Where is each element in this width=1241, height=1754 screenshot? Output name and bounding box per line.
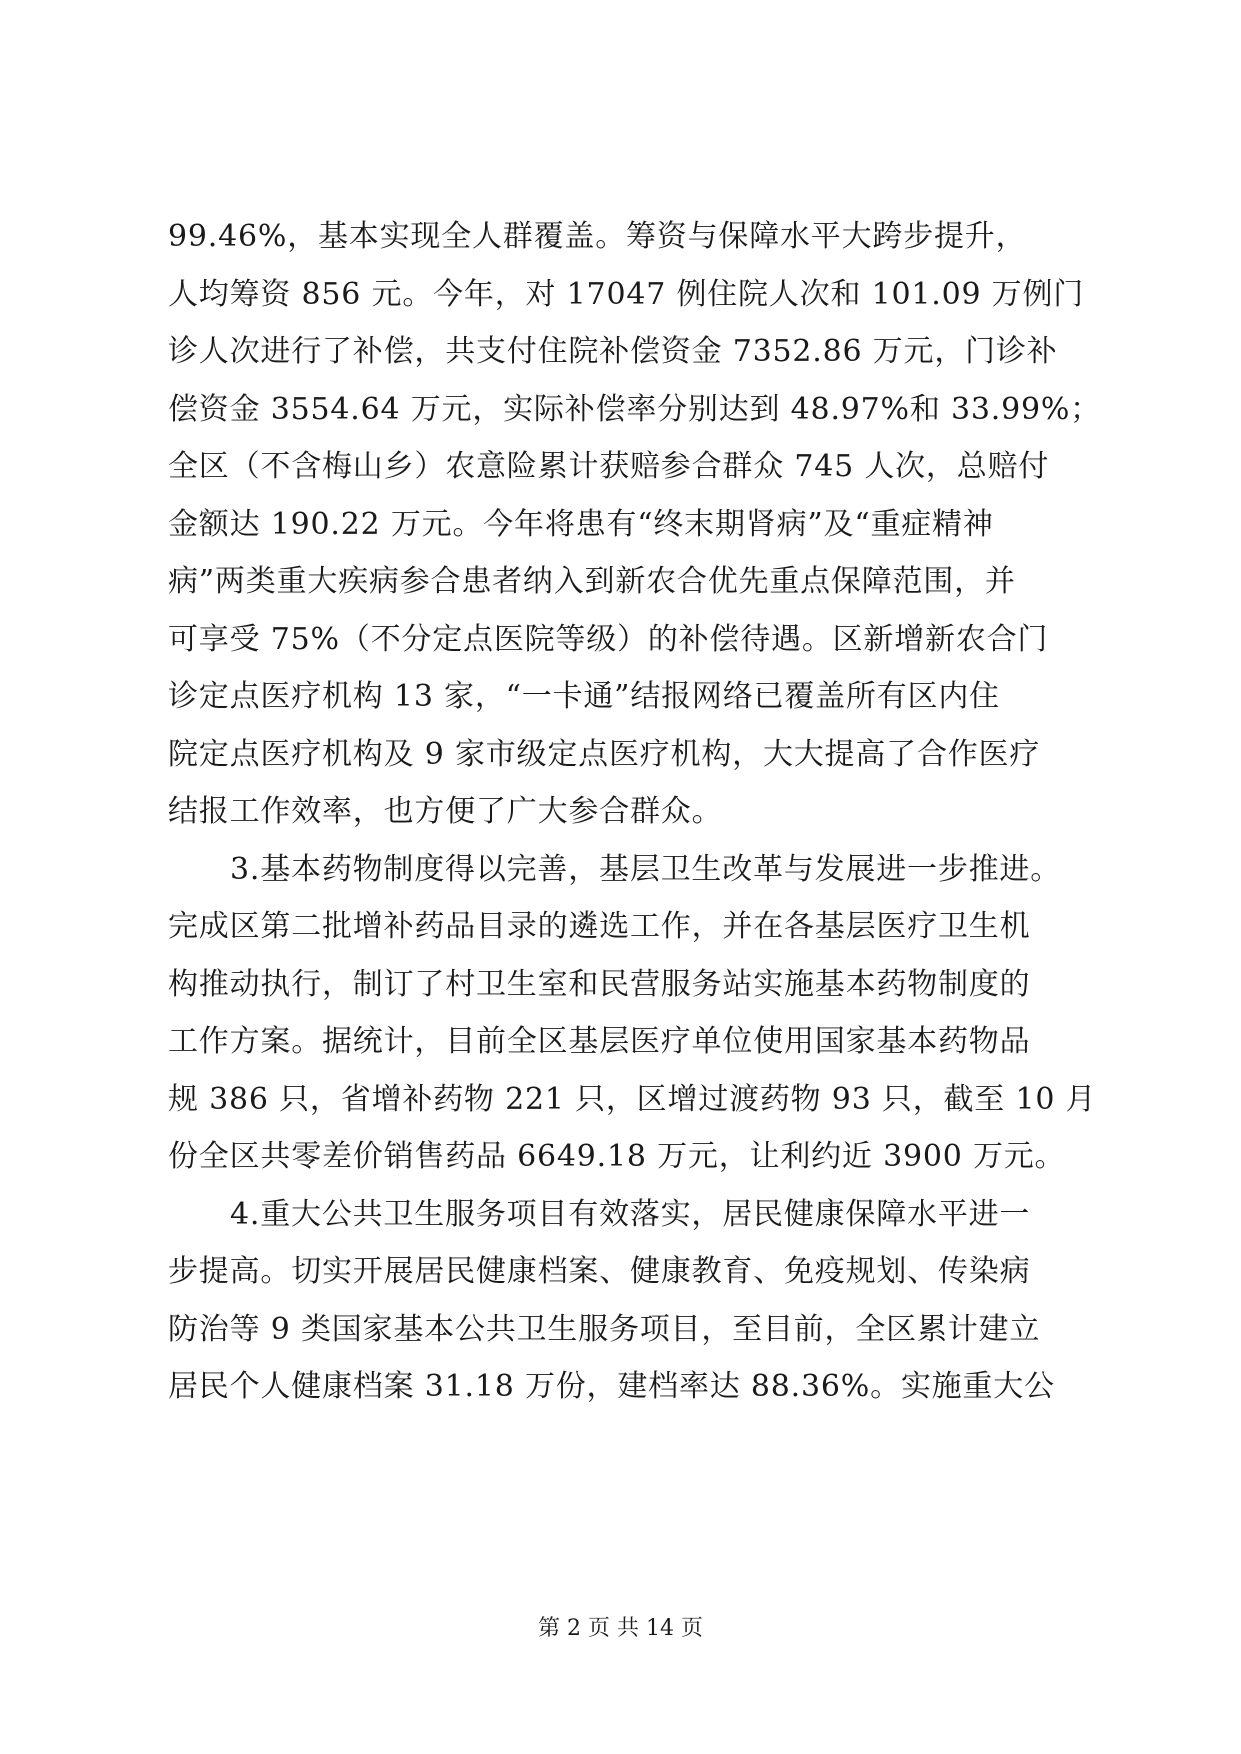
text-line: 完成区第二批增补药品目录的遴选工作，并在各基层医疗卫生机 — [168, 909, 1031, 944]
text-line: 99.46%，基本实现全人群覆盖。筹资与保障水平大跨步提升， — [168, 219, 1027, 254]
page-footer — [0, 1614, 1241, 1644]
text-line: 病”两类重大疾病参合患者纳入到新农合优先重点保障范围，并 — [168, 564, 1016, 599]
text-line: 规 386 只，省增补药物 221 只，区增过渡药物 93 只，截至 10 月 — [168, 1081, 1097, 1117]
text-line: 金额达 190.22 万元。今年将患有“终末期肾病”及“重症精神 — [168, 506, 994, 542]
text-line: 院定点医疗机构及 9 家市级定点医疗机构，大大提高了合作医疗 — [168, 736, 1041, 772]
text-line: 偿资金 3554.64 万元，实际补偿率分别达到 48.97%和 33.99%； — [168, 391, 1101, 427]
document-body — [168, 208, 1101, 1416]
text-line: 结报工作效率，也方便了广大参合群众。 — [168, 794, 723, 829]
section-heading-line: 3.基本药物制度得以完善，基层卫生改革与发展进一步推进。 — [230, 851, 1062, 887]
text-line: 份全区共零差价销售药品 6649.18 万元，让利约近 3900 万元。 — [168, 1139, 1066, 1174]
text-line: 诊定点医疗机构 13 家，“一卡通”结报网络已覆盖所有区内住 — [168, 679, 1000, 714]
section-heading-line: 4.重大公共卫生服务项目有效落实，居民健康保障水平进一 — [230, 1196, 1031, 1232]
text-line: 防治等 9 类国家基本公共卫生服务项目，至目前，全区累计建立 — [168, 1311, 1041, 1347]
text-line: 可享受 75%（不分定点医院等级）的补偿待遇。区新增新农合门 — [168, 621, 1049, 657]
text-line: 工作方案。据统计，目前全区基层医疗单位使用国家基本药物品 — [168, 1024, 1031, 1059]
text-line: 构推动执行，制订了村卫生室和民营服务站实施基本药物制度的 — [168, 966, 1031, 1002]
text-line: 步提高。切实开展居民健康档案、健康教育、免疫规划、传染病 — [168, 1254, 1031, 1289]
text-line: 诊人次进行了补偿，共支付住院补偿资金 7352.86 万元，门诊补 — [168, 334, 1058, 369]
text-line: 居民个人健康档案 31.18 万份，建档率达 88.36%。实施重大公 — [168, 1369, 1055, 1404]
page-number-label: 第 2 页 共 14 页 — [538, 1616, 703, 1641]
text-line: 全区（不含梅山乡）农意险累计获赔参合群众 745 人次，总赔付 — [168, 449, 1050, 484]
text-line: 人均筹资 856 元。今年，对 17047 例住院人次和 101.09 万例门 — [168, 276, 1085, 312]
